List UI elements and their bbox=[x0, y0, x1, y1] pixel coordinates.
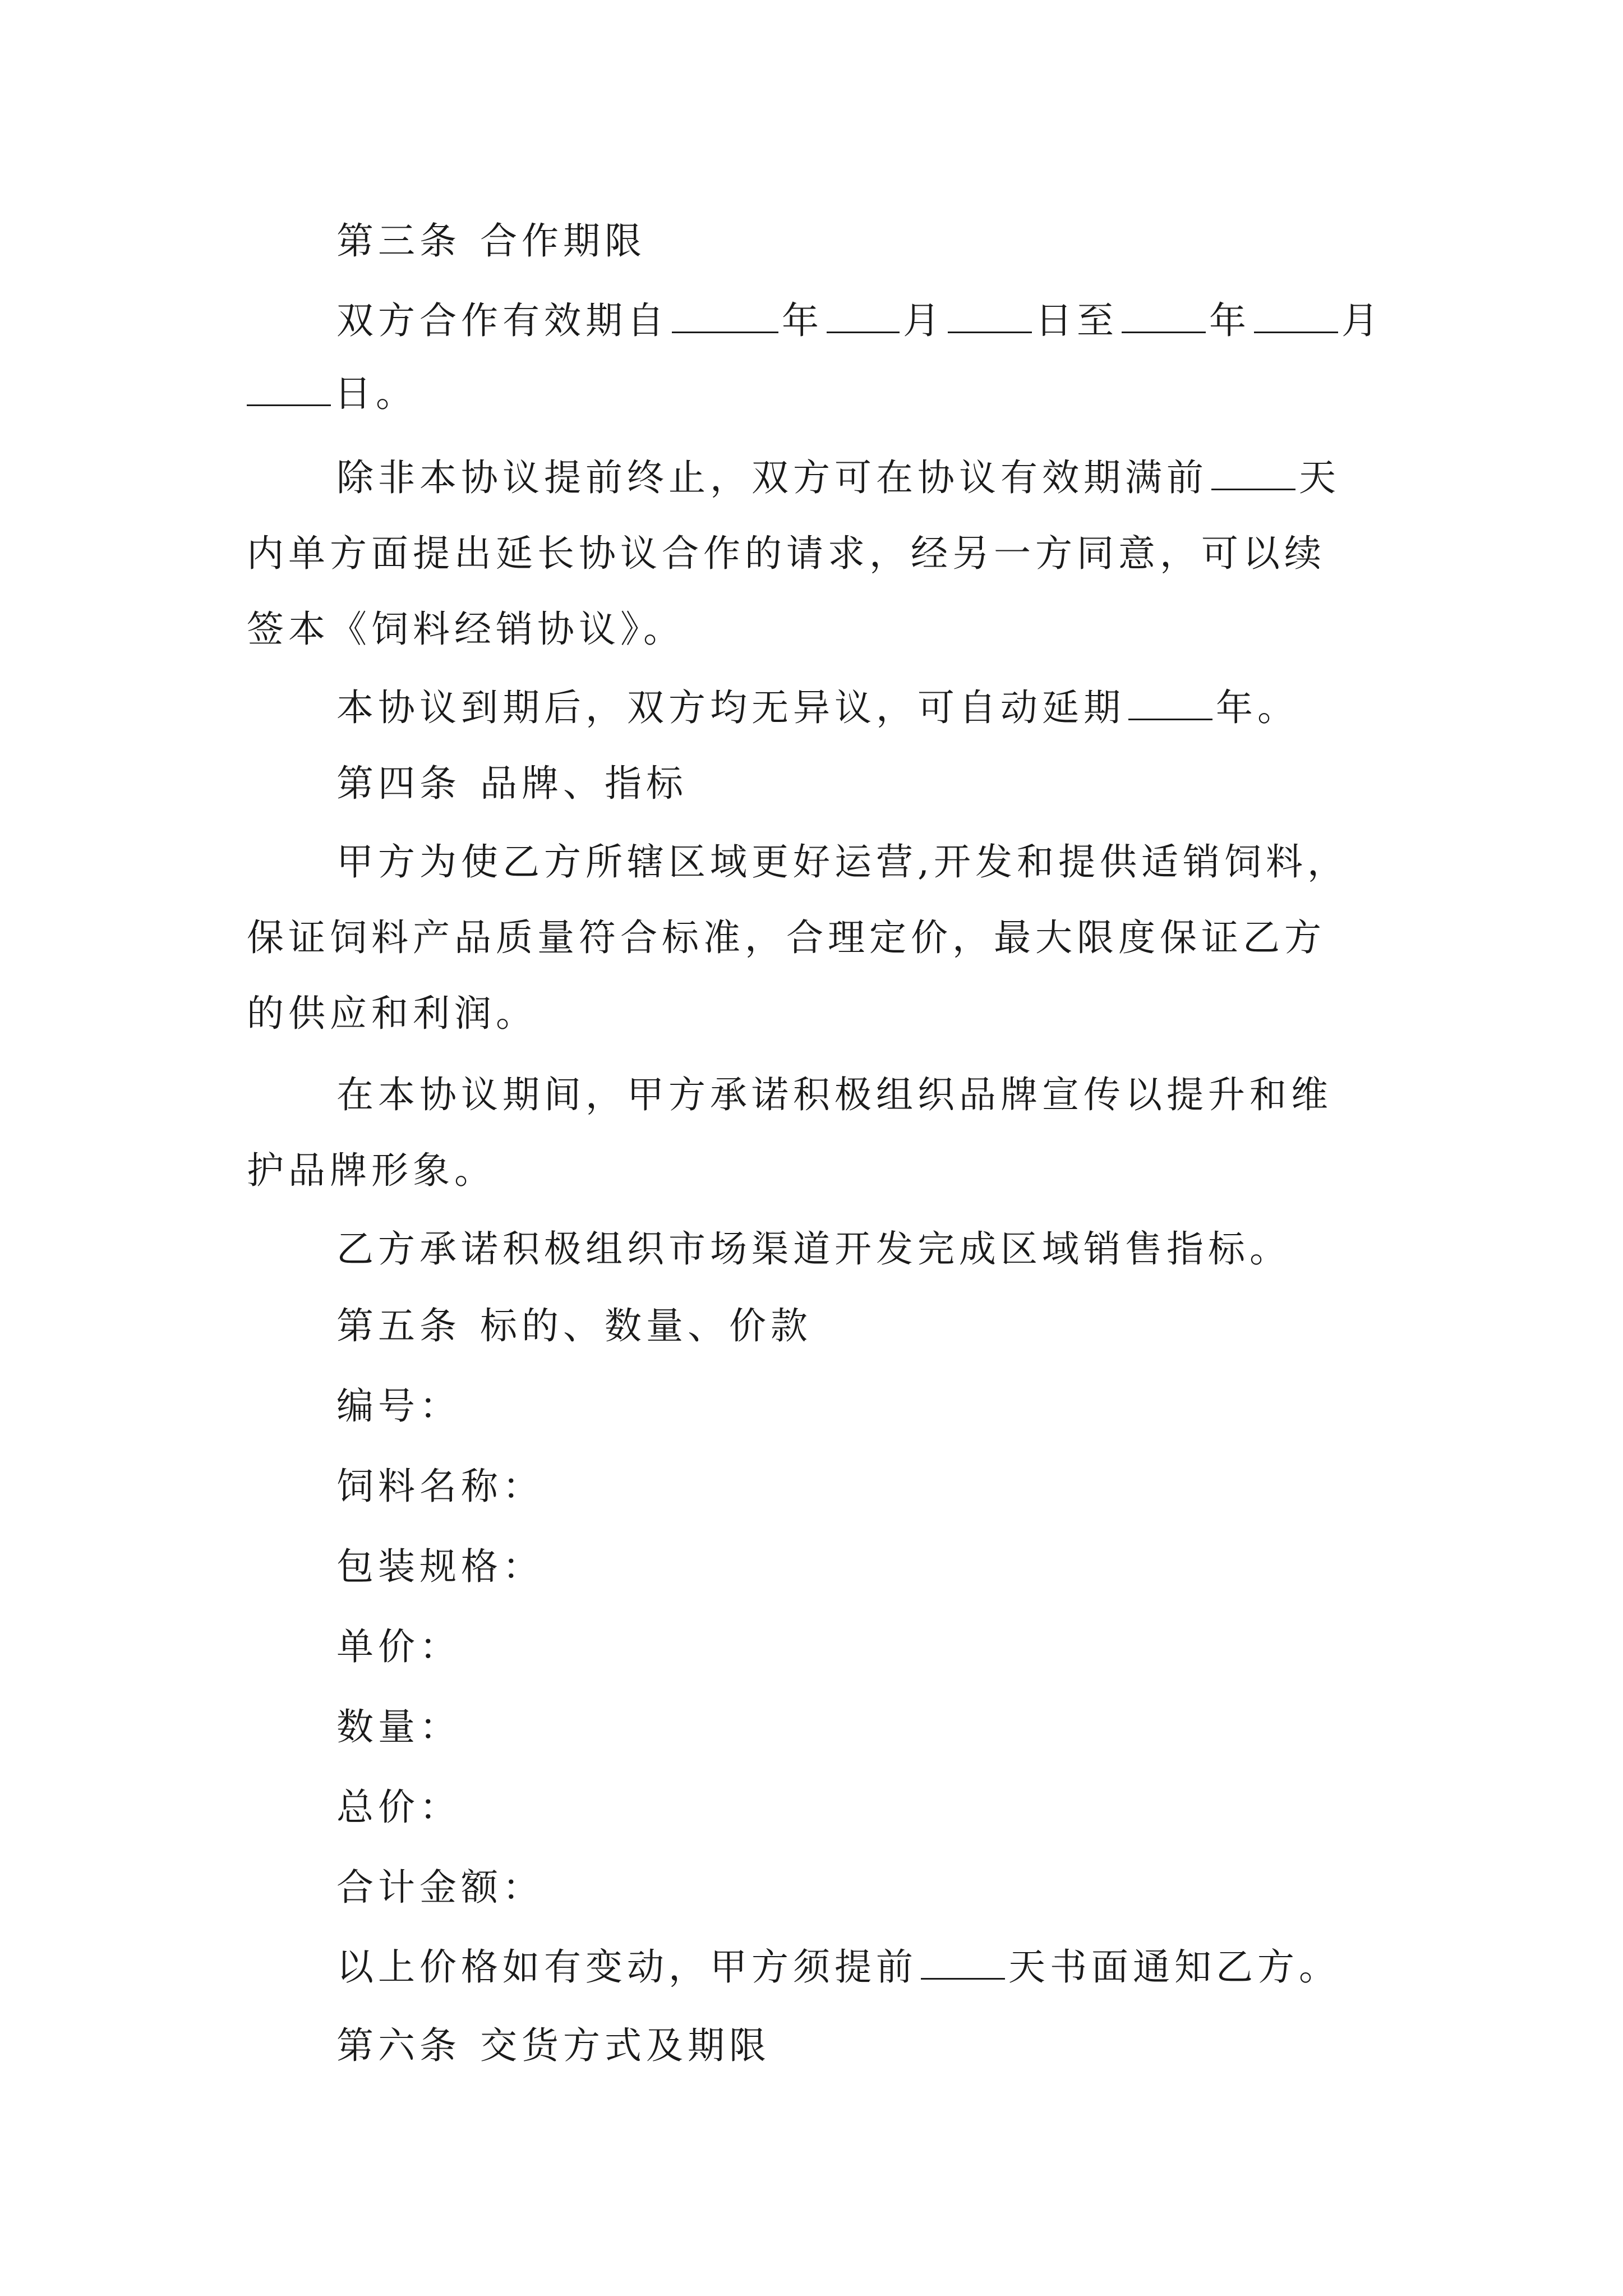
year-blank-end bbox=[1122, 301, 1206, 333]
field-serial-number: 编号： bbox=[336, 1384, 461, 1428]
term-year-label-end: 年 bbox=[1209, 299, 1251, 342]
auto-renew-year-label: 年。 bbox=[1216, 686, 1299, 729]
extension-day-label: 天 bbox=[1299, 456, 1340, 499]
article3-extension-line1 bbox=[247, 438, 1374, 518]
article4-p1-line2: 保证饲料产品质量符合标准，合理定价，最大限度保证乙方 bbox=[247, 916, 1326, 959]
article5-heading bbox=[247, 1286, 1374, 1366]
term-year-label: 年 bbox=[782, 299, 823, 342]
article5-price-notice bbox=[247, 1927, 1374, 2008]
article6-heading bbox=[247, 2005, 1374, 2086]
term-month-label-end: 月 bbox=[1341, 299, 1383, 342]
days-blank bbox=[1211, 458, 1295, 490]
article5-heading-title: 标的、数量、价款 bbox=[480, 1304, 812, 1347]
auto-renew-text: 本协议到期后，双方均无异议，可自动延期 bbox=[336, 686, 1125, 729]
article4-p1-line3: 的供应和利润。 bbox=[247, 992, 537, 1035]
year-blank-start bbox=[672, 301, 778, 333]
article4-heading bbox=[247, 743, 1374, 824]
field-total-price: 总价： bbox=[336, 1786, 461, 1829]
article3-heading bbox=[247, 201, 1374, 282]
day-blank-start bbox=[948, 301, 1032, 333]
field-package-spec: 包装规格： bbox=[336, 1545, 544, 1588]
article3-extension-line2: 内单方面提出延长协议合作的请求，经另一方同意，可以续 bbox=[247, 532, 1326, 575]
day-blank-end bbox=[247, 374, 331, 406]
article3-heading-title: 合作期限 bbox=[480, 219, 646, 263]
field-quantity: 数量： bbox=[336, 1705, 461, 1749]
notice-days-blank bbox=[921, 1948, 1005, 1980]
article4-heading-title: 品牌、指标 bbox=[480, 762, 688, 805]
term-text-start: 双方合作有效期自 bbox=[336, 299, 668, 342]
field-grand-total: 合计金额： bbox=[336, 1866, 544, 1909]
article3-extension-line3: 签本《饲料经销协议》。 bbox=[247, 608, 685, 651]
field-feed-name: 饲料名称： bbox=[336, 1465, 544, 1508]
extension-text: 除非本协议提前终止，双方可在协议有效期满前 bbox=[336, 456, 1208, 499]
term-day-to-label: 日至 bbox=[1035, 299, 1118, 342]
article3-term-line1 bbox=[247, 280, 1383, 361]
price-notice-tail: 天书面通知乙方。 bbox=[1008, 1945, 1340, 1989]
term-month-label: 月 bbox=[903, 299, 944, 342]
field-unit-price: 单价： bbox=[336, 1625, 461, 1668]
month-blank-end bbox=[1254, 301, 1338, 333]
term-day-end-label: 日。 bbox=[334, 372, 417, 415]
month-blank-start bbox=[827, 301, 900, 333]
article6-heading-number: 第六条 bbox=[336, 2024, 461, 2067]
renew-years-blank bbox=[1128, 688, 1212, 720]
article4-p3: 乙方承诺积极组织市场渠道开发完成区域销售指标。 bbox=[336, 1227, 1291, 1271]
article4-p2-line1: 在本协议期间，甲方承诺积极组织品牌宣传以提升和维 bbox=[336, 1073, 1332, 1116]
article3-term-line2 bbox=[247, 353, 1374, 434]
price-notice-text: 以上价格如有变动，甲方须提前 bbox=[336, 1945, 917, 1989]
article5-heading-number: 第五条 bbox=[336, 1304, 461, 1347]
article4-p1-line1: 甲方为使乙方所辖区域更好运营,开发和提供适销饲料， bbox=[336, 840, 1349, 884]
article4-p2-line2: 护品牌形象。 bbox=[247, 1149, 496, 1192]
article6-heading-title: 交货方式及期限 bbox=[480, 2024, 771, 2067]
article3-heading-number: 第三条 bbox=[336, 219, 461, 263]
article4-heading-number: 第四条 bbox=[336, 762, 461, 805]
article3-auto-renew bbox=[247, 668, 1374, 748]
